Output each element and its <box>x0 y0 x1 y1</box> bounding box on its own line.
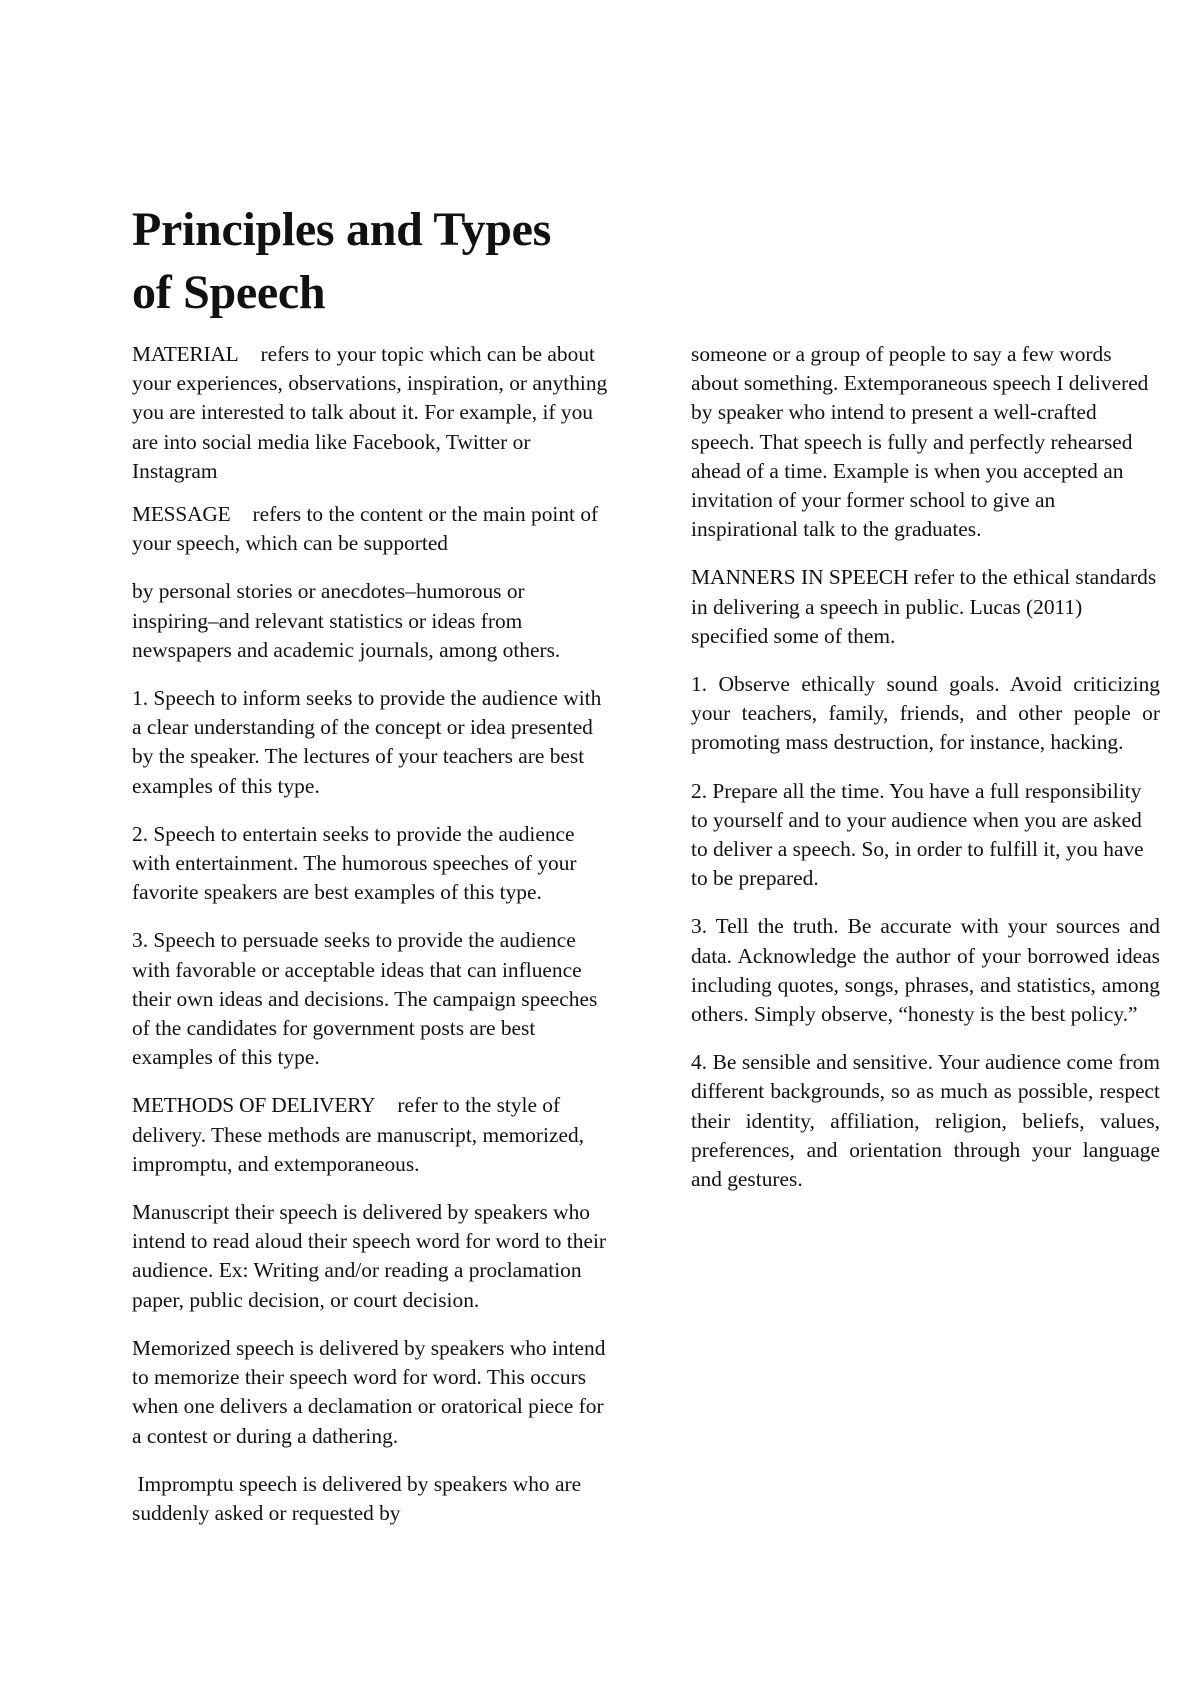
memorized-paragraph: Memorized speech is delivered by speakers who intend to memorize their speech word for word. This occurs when one delivers a declamation or oratorical piece for a contest or during a dathering. <box>132 1335 606 1448</box>
manners-paragraph: MANNERS IN SPEECH refer to the ethical standards in delivering a speech in public. Lucas (2011) specified some of them. <box>691 565 1157 648</box>
manuscript-paragraph: Manuscript their speech is delivered by speakers who intend to read aloud their speech word for word to their audience. Ex: Writing and/or reading a proclamation paper, public decision, or court decision. <box>132 1200 607 1312</box>
speech-to-entertain-paragraph: 2. Speech to entertain seeks to provide the audience with entertainment. The humorous speeches of your favorite speakers are best examples of this type. <box>132 821 577 905</box>
impromptu-continued-paragraph: someone or a group of people to say a few words about something. Extemporaneous speech I delivered by speaker who intend to present a well-crafted speech. That speech is fully and perfectly rehearsed ahead of a time. Example is when you accepted an invitation of your former school to give an inspirational talk to the graduates. <box>691 342 1149 542</box>
page-title <box>132 198 652 324</box>
message-paragraph <box>132 500 610 558</box>
title-line-2: of Speech <box>132 266 326 319</box>
methods-term: METHODS OF DELIVERY <box>132 1093 376 1118</box>
methods-text: refer to the style of delivery. These methods are manuscript, memorized, impromptu, and extemporaneous. <box>132 1093 585 1176</box>
message-continued-paragraph: by personal stories or anecdotes–humorous or inspiring–and relevant statistics or ideas from newspapers and academic journals, among others. <box>132 579 561 662</box>
material-term: MATERIAL <box>132 342 239 366</box>
methods-paragraph <box>132 1091 610 1179</box>
impromptu-paragraph: Impromptu speech is delivered by speakers who are suddenly asked or requested by <box>132 1471 587 1525</box>
material-text: refers to your topic which can be about your experiences, observations, inspiration, or anything you are interested to talk about it. For example, if you are into social media like Facebook, Twitter or Instagram <box>132 342 608 483</box>
speech-to-inform-paragraph: 1. Speech to inform seeks to provide the audience with a clear understanding of the concept or idea presented by the speaker. The lectures of your teachers are best examples of this type. <box>132 686 602 798</box>
material-paragraph <box>132 340 610 486</box>
manner-2-paragraph: 2. Prepare all the time. You have a full responsibility to yourself and to your audience when you are asked to deliver a speech. So, in order to fulfill it, you have to be prepared. <box>691 778 1144 891</box>
message-text: refers to the content or the main point of your speech, which can be supported <box>132 502 599 556</box>
manner-3-paragraph: 3. Tell the truth. Be accurate with your sources and data. Acknowledge the author of your borrowed ideas including quotes, songs, phrases, and statistics, among others. Simply observe, “honesty is the best policy.” <box>691 914 1160 1027</box>
manner-1-paragraph: 1. Observe ethically sound goals. Avoid criticizing your teachers, family, friends, and other people or promoting mass destruction, for instance, hacking. <box>691 672 1160 755</box>
message-term: MESSAGE <box>132 502 231 527</box>
right-column <box>691 340 1160 1213</box>
manner-4-paragraph: 4. Be sensible and sensitive. Your audience come from different backgrounds, so as much as possible, respect their identity, affiliation, religion, beliefs, values, preferences, and orientation through your language and gestures. <box>691 1050 1160 1192</box>
title-line-1: Principles and Types <box>132 203 551 256</box>
left-column <box>132 340 610 1547</box>
speech-to-persuade-paragraph: 3. Speech to persuade seeks to provide the audience with favorable or acceptable ideas that can influence their own ideas and decisions. The campaign speeches of the candidates for government posts are best examples of this type. <box>132 928 598 1070</box>
